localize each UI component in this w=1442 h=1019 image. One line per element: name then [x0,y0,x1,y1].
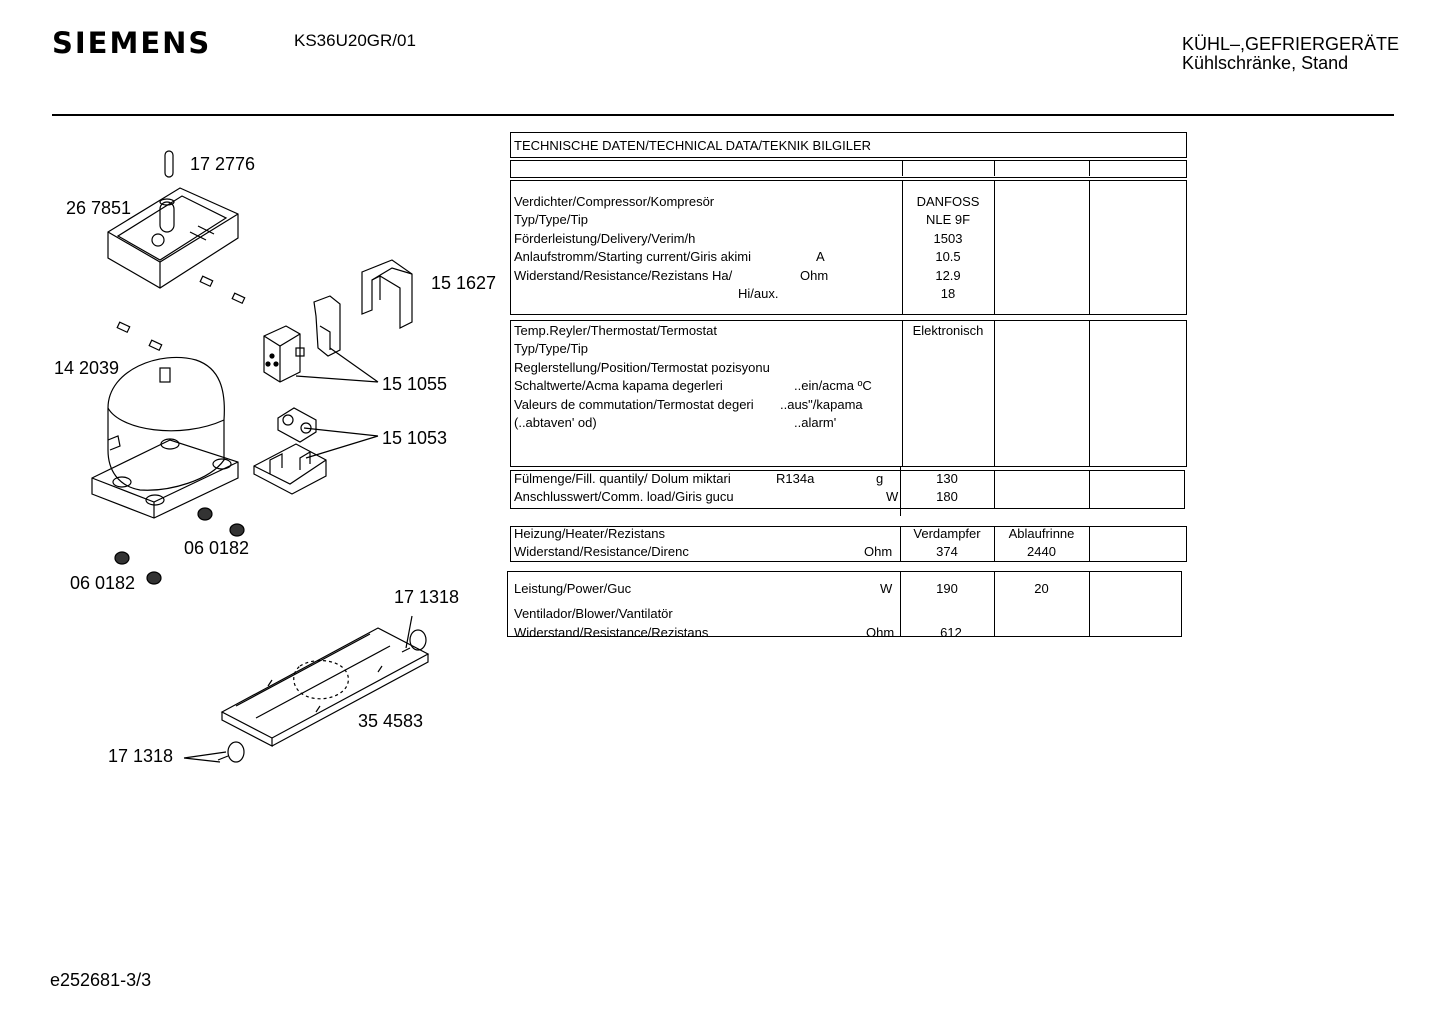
starting-current-value: 10.5 [935,249,961,264]
power-value-drain: 20 [1034,581,1049,596]
part-number-171318-a: 17 1318 [394,587,460,607]
part-number-354583: 35 4583 [358,711,424,731]
pin-part-drawing [165,151,173,177]
document-id: e252681-3/3 [50,970,152,990]
part-number-171318-b: 17 1318 [108,746,174,766]
connected-load-value: 180 [936,489,958,504]
connected-load-label: Anschlusswert/Comm. load/Giris gucu [514,489,734,504]
thermostat-position-label: Reglerstellung/Position/Termostat pozisyonu [514,360,770,375]
defrost-label: (..abtaven' od) [514,415,597,430]
grommet-drawings [117,276,245,350]
part-number-060182-a: 06 0182 [184,538,250,558]
category-title: KÜHL–,GEFRIERGERÄTE [1182,34,1400,54]
compressor-type-label: Typ/Type/Tip [514,212,588,227]
power-value-evaporator: 190 [936,581,958,596]
heater-label: Heizung/Heater/Rezistans [514,526,666,541]
blower-resistance-value: 612 [940,625,962,640]
blower-resistance-label: Widerstand/Resistance/Rezistans [514,625,709,640]
evaporator-heading: Verdampfer [913,526,981,541]
delivery-label: Förderleistung/Delivery/Verim/h [514,231,696,246]
thermostat-label: Temp.Reyler/Thermostat/Termostat [514,323,718,338]
col-divider [902,160,903,176]
col-divider [1089,320,1090,466]
col-divider [994,320,995,466]
cap-part-drawing [362,260,412,328]
compressor-label: Verdichter/Compressor/Kompresör [514,194,715,209]
resistance-unit: Ohm [800,268,829,283]
switch-values-label: Schaltwerte/Acma kapama degerleri [514,378,723,393]
resistance-aux-value: 18 [940,286,956,301]
blower-label: Ventilador/Blower/Vantilatör [514,606,673,621]
heater-resistance-unit: Ohm [864,544,893,559]
starting-current-label: Anlaufstromm/Starting current/Giris akimi [514,249,751,264]
drain-channel-heading: Ablaufrinne [1008,526,1075,541]
connected-load-unit: W [886,489,899,504]
thermostat-value: Elektronisch [912,323,984,338]
part-number-172776: 17 2776 [190,154,256,174]
compressor-drawing [92,357,238,518]
fill-quantity-label: Fülmenge/Fill. quantily/ Dolum miktari [514,471,731,486]
relay-part-drawing [264,296,340,382]
power-label: Leistung/Power/Guc [514,581,632,596]
model-number: KS36U20GR/01 [294,31,416,50]
resistance-main-value: 12.9 [935,268,961,283]
switch-values-fr-label: Valeurs de commutation/Termostat degeri [514,397,754,412]
part-number-151055: 15 1055 [382,374,448,394]
col-divider [1089,526,1090,561]
evaporator-resistance-value: 374 [936,544,958,559]
col-divider [1089,160,1090,176]
switch-on-label: ..ein/acma ºC [794,378,872,393]
category-subtitle: Kühlschränke, Stand [1182,53,1349,73]
starting-current-unit: A [816,249,825,264]
refrigerant-label: R134a [776,471,815,486]
col-divider [902,320,903,466]
col-divider [994,470,995,508]
delivery-value: 1503 [933,231,963,246]
alarm-label: ..alarm' [794,415,837,430]
tech-header-row [510,160,1187,178]
col-divider [994,160,995,176]
col-divider [1089,470,1090,508]
col-divider [994,180,995,314]
part-number-060182-b: 06 0182 [70,573,136,593]
brand-logo: SIEMENS [52,26,212,60]
fill-quantity-value: 130 [936,471,958,486]
fill-quantity-unit: g [876,471,884,486]
switch-off-label: ..aus"/kapama [780,397,863,412]
part-number-151053: 15 1053 [382,428,448,448]
heater-resistance-label: Widerstand/Resistance/Direnc [514,544,689,559]
compressor-type-value: NLE 9F [925,212,971,227]
tech-title: TECHNISCHE DATEN/TECHNICAL DATA/TEKNIK BILGILER [514,138,872,153]
part-number-267851: 26 7851 [66,198,132,218]
clip-part-drawing [254,408,326,494]
drain-channel-resistance-value: 2440 [1027,544,1056,559]
resistance-aux-label: Hi/aux. [738,286,779,301]
thermostat-section [510,320,1187,467]
resistance-label: Widerstand/Resistance/Rezistans Ha/ [514,268,733,283]
part-number-142039: 14 2039 [54,358,120,378]
compressor-value: DANFOSS [916,194,980,209]
thermostat-type-label: Typ/Type/Tip [514,341,588,356]
blower-resistance-unit: Ohm [866,625,895,640]
part-number-151627: 15 1627 [431,273,497,293]
col-divider [1089,180,1090,314]
bushing-drawings [218,630,426,762]
col-divider [1089,571,1090,636]
power-unit: W [880,581,893,596]
